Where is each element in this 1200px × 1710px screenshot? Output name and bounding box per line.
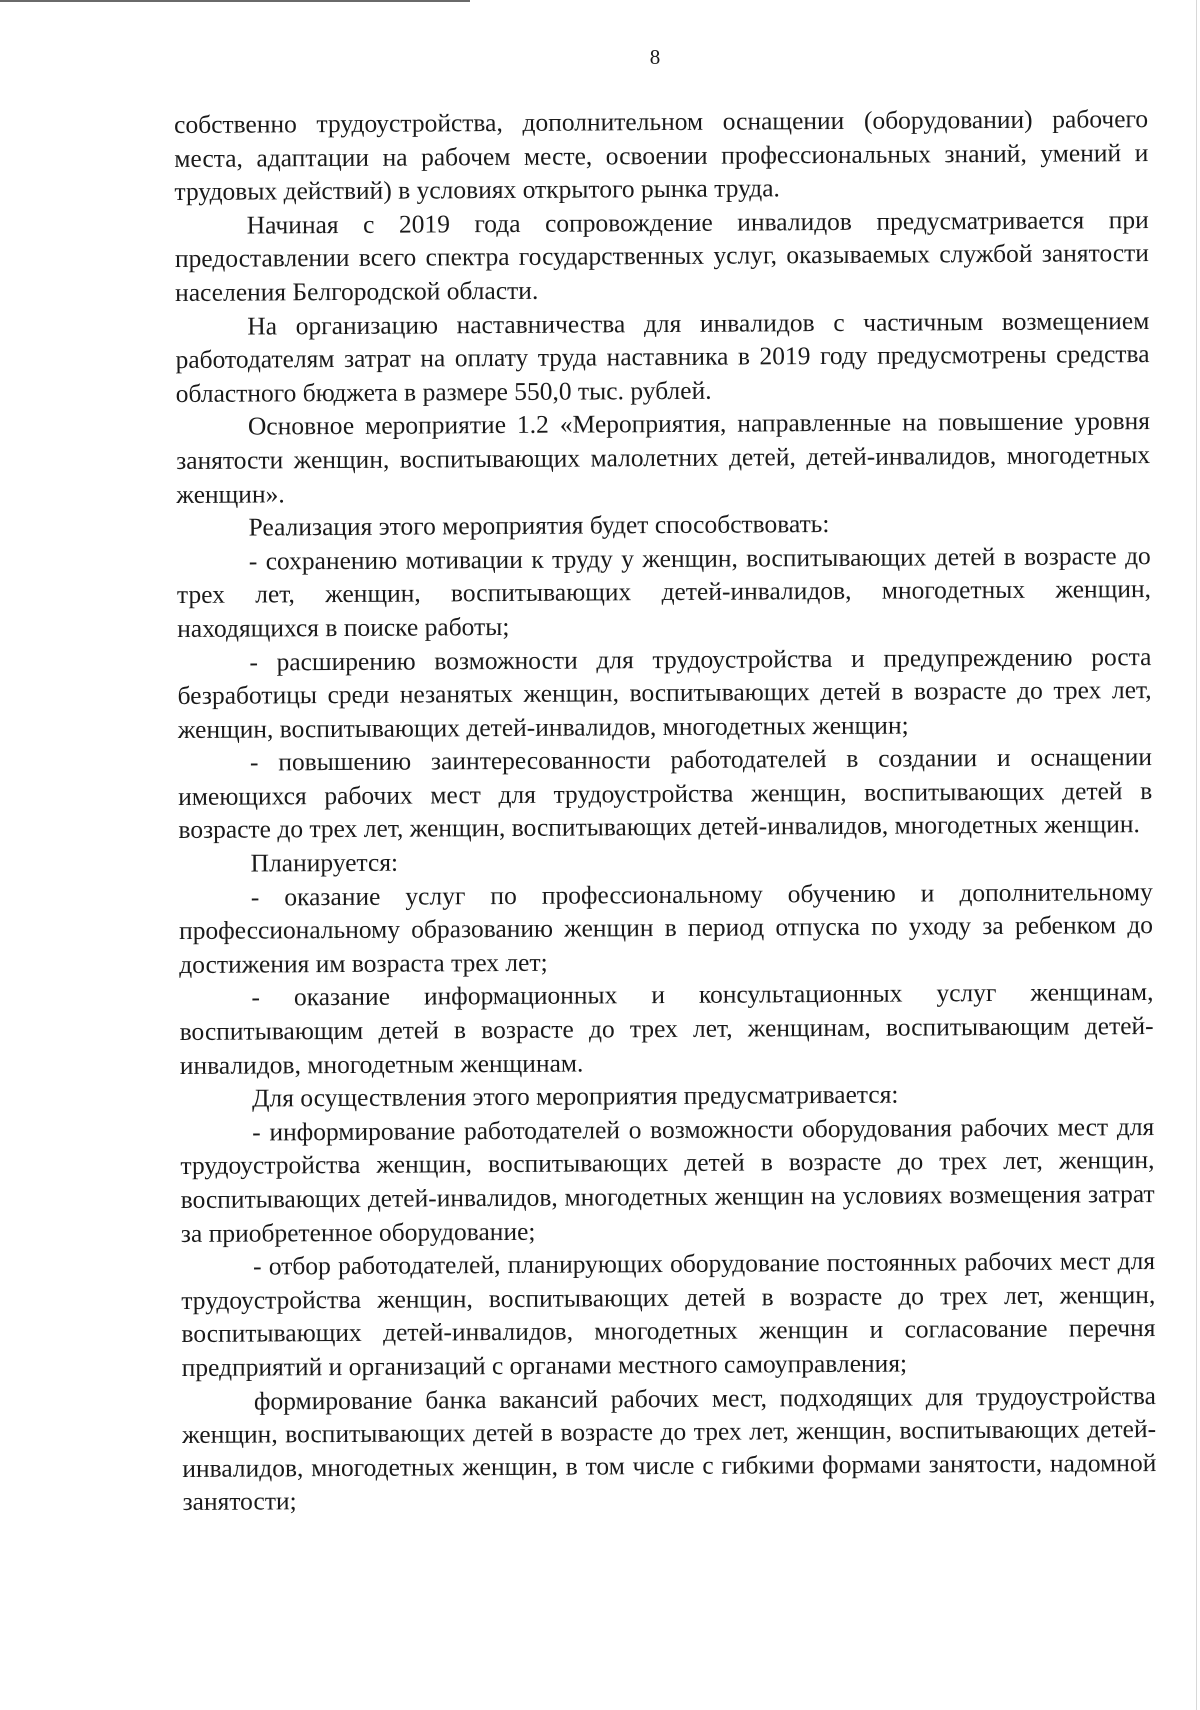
list-item-consulting: - оказание информационных и консультационных услуг женщинам, воспитывающим детей в возрасте до трех лет, женщинам, воспитывающим детей-инвалидов, многодетным женщинам.: [179, 977, 1154, 1080]
paragraph-support-2019: Начиная с 2019 года сопровождение инвалидов предусматривается при предоставлении всего спектра государственных услуг, оказываемых службой занятости населения Белгородской области.: [174, 204, 1149, 307]
paragraph-measure-1-2: Основное мероприятие 1.2 «Мероприятия, направленные на повышение уровня занятости женщин, воспитывающих малолетних детей, детей-инвалидов, многодетных женщин».: [176, 406, 1151, 509]
list-item-informing-employers: - информирование работодателей о возможности оборудования рабочих мест для трудоустройства женщин, воспитывающих детей в возрасте до трех лет, женщин, воспитывающих детей-инвалидов, многодетных женщин на условиях возмещения затрат за приобретенное оборудование;: [180, 1111, 1155, 1248]
paragraph-continuation: собственно трудоустройства, дополнительном оснащении (оборудовании) рабочего места, адаптации на рабочем месте, освоении профессиональных знаний, умений и трудовых действий) в условиях открытого рынка труда.: [174, 104, 1149, 207]
scan-edge-right: [1196, 0, 1197, 1710]
list-item-training: - оказание услуг по профессиональному обучению и дополнительному профессиональному образованию женщин в период отпуска по уходу за ребенком до достижения им возраста трех лет;: [178, 876, 1154, 979]
paragraph-planned: Планируется:: [250, 847, 399, 878]
page-number: 8: [649, 45, 661, 69]
paragraph-implementation-intro: Реализация этого мероприятия будет способствовать:: [248, 509, 830, 542]
list-item-expansion: - расширению возможности для трудоустройства и предупреждению роста безработицы среди незанятых женщин, воспитывающих детей в возрасте до трех лет, женщин, воспитывающих детей-инвалидов, многодетных женщин;: [177, 641, 1152, 744]
page-body: [174, 102, 1157, 1519]
list-item-employer-interest: - повышению заинтересованности работодателей в создании и оснащении имеющихся рабочих мест для трудоустройства женщин, воспитывающих детей в возрасте до трех лет, женщин, воспитывающих детей-инвалидов, многодетных женщин.: [178, 742, 1153, 845]
list-item-motivation: - сохранению мотивации к труду у женщин, воспитывающих детей в возрасте до трех лет, женщин, воспитывающих детей-инвалидов, многодетных женщин, находящихся в поиске работы;: [176, 540, 1152, 643]
paragraph-mentoring-funding: На организацию наставничества для инвалидов с частичным возмещением работодателям затрат на оплату труда наставника в 2019 году предусмотрены средства областного бюджета в размере 550,0 тыс. рублей.: [175, 305, 1150, 408]
paragraph-provision-intro: Для осуществления этого мероприятия предусматривается:: [251, 1079, 899, 1113]
scan-edge-top: [0, 0, 470, 2]
list-item-vacancy-bank: формирование банка вакансий рабочих мест, подходящих для трудоустройства женщин, воспитывающих детей в возрасте до трех лет, женщин, воспитывающих детей-инвалидов, многодетных женщин, в том числе с гибкими формами занятости, надомной занятости;: [182, 1380, 1157, 1517]
list-item-employer-selection: - отбор работодателей, планирующих оборудование постоянных рабочих мест для трудоустройства женщин, воспитывающих детей в возрасте до трех лет, женщин, воспитывающих детей-инвалидов, многодетных женщин и согласование перечня предприятий и организаций с органами местного самоуправления;: [181, 1246, 1156, 1382]
